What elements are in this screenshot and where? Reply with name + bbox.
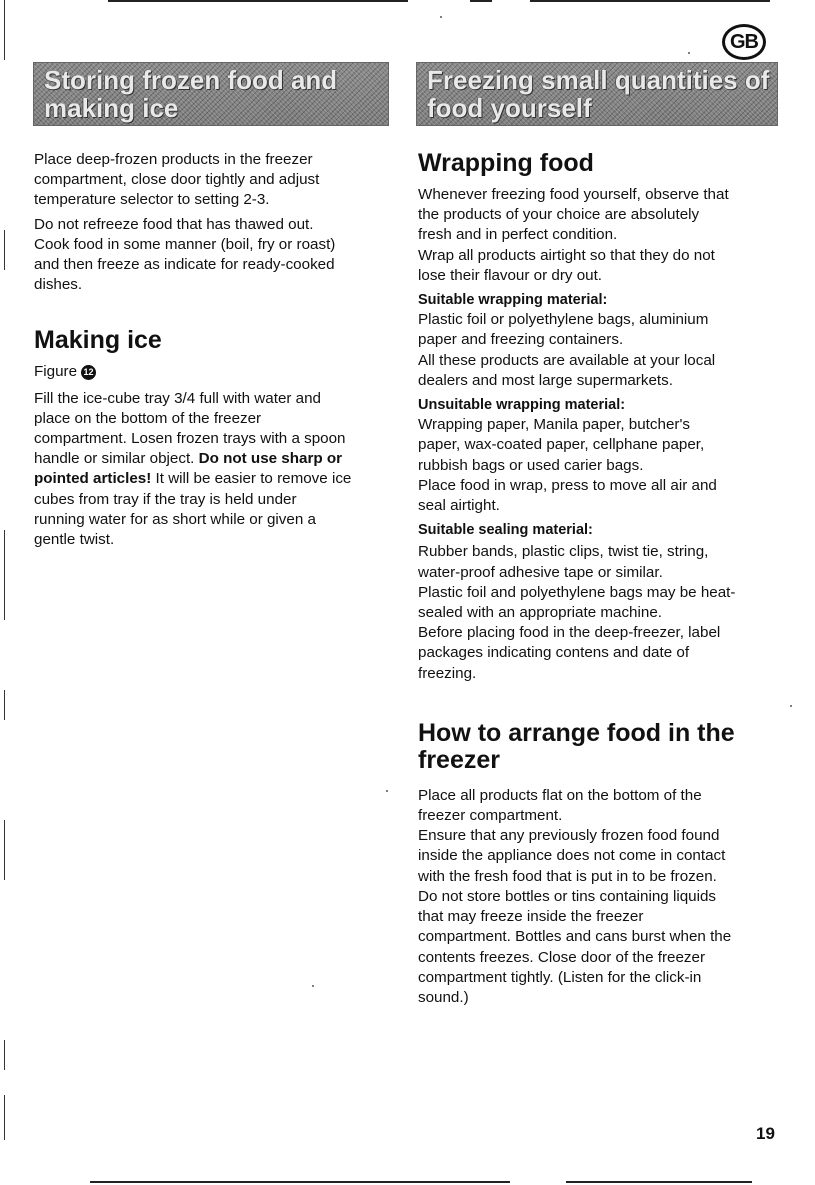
intro-paragraph: [34, 150, 394, 211]
banner-title-line: making ice: [44, 93, 179, 123]
banner-title: [427, 66, 771, 122]
text-line: rubbish bags or used carier bags.: [418, 456, 644, 474]
text-line: [34, 469, 394, 489]
section-heading: [418, 720, 780, 774]
margin-line: [4, 1095, 5, 1140]
margin-line: [4, 690, 5, 720]
top-rule: [108, 0, 408, 2]
text-line: lose their flavour or dry out.: [418, 266, 603, 284]
figure-reference: [34, 362, 96, 382]
sealing-paragraph: [418, 520, 780, 684]
text-line: Place food in wrap, press to move all air and: [418, 476, 717, 494]
text-line: Place deep-frozen products in the freezer: [34, 151, 313, 168]
margin-line: [4, 230, 5, 270]
text-line: and then freeze as indicate for ready-cooked: [34, 256, 335, 274]
subheading-label: Unsuitable wrapping material:: [418, 397, 626, 414]
scan-speck: [386, 790, 388, 792]
making-ice-paragraph: [34, 389, 394, 551]
unsuitable-wrapping-paragraph: [418, 395, 780, 516]
text-segment: It will be easier to remove ice: [151, 470, 352, 488]
text-line: Wrapping paper, Manila paper, butcher's: [418, 416, 690, 434]
top-rule: [470, 0, 492, 2]
scan-speck: [790, 705, 792, 707]
suitable-wrapping-paragraph: [418, 290, 780, 391]
page-number: 19: [756, 1124, 775, 1143]
text-line: cubes from tray if the tray is held under: [34, 490, 297, 508]
text-line: freezer compartment.: [418, 807, 563, 825]
text-line: Cook food in some manner (boil, fry or roast): [34, 235, 336, 253]
intro-paragraph: [34, 215, 394, 296]
heading-line: How to arrange food in the: [418, 718, 735, 747]
text-line: compartment. Bottles and cans burst when the: [418, 928, 732, 946]
subheading-label: Suitable sealing material:: [418, 522, 593, 539]
text-line: Plastic foil or polyethylene bags, aluminium: [418, 311, 709, 329]
subheading-label: Suitable wrapping material:: [418, 292, 608, 309]
section-banner-right: [416, 62, 778, 126]
margin-line: [4, 820, 5, 880]
text-line: sealed with an appropriate machine.: [418, 604, 662, 622]
text-line: fresh and in perfect condition.: [418, 226, 618, 244]
text-line: Place all products flat on the bottom of the: [418, 786, 702, 804]
banner-title: [44, 66, 382, 122]
text-line: Before placing food in the deep-freezer, label: [418, 624, 721, 642]
top-rule: [530, 0, 770, 2]
text-line: Do not refreeze food that has thawed out.: [34, 215, 314, 233]
bottom-rule: [566, 1181, 752, 1183]
text-line: water-proof adhesive tape or similar.: [418, 563, 663, 581]
text-line: with the fresh food that is put in to be frozen.: [418, 867, 717, 885]
margin-line: [4, 530, 5, 620]
arrange-paragraph: [418, 786, 780, 1008]
text-line: the products of your choice are absolutely: [418, 206, 700, 224]
warning-text: Do not use sharp or: [198, 450, 343, 468]
text-line: Fill the ice-cube tray 3/4 full with water and: [34, 389, 322, 407]
figure-label: Figure: [34, 363, 78, 381]
text-line: Do not store bottles or tins containing liquids: [418, 887, 717, 905]
text-line: temperature selector to setting 2-3.: [34, 191, 270, 209]
text-line: Plastic foil and polyethylene bags may be heat-: [418, 583, 736, 601]
section-heading: Wrapping food: [418, 149, 594, 177]
text-line: compartment, close door tightly and adjust: [34, 171, 320, 189]
wrapping-paragraph: [418, 185, 780, 286]
text-line: paper, wax-coated paper, cellphane paper,: [418, 436, 705, 454]
scan-speck: [688, 52, 690, 54]
right-column: [418, 150, 780, 1008]
section-heading: Making ice: [34, 326, 162, 355]
text-line: [34, 449, 394, 469]
text-segment: handle or similar object.: [34, 450, 195, 468]
bottom-rule: [90, 1181, 510, 1183]
scan-speck: [440, 16, 442, 18]
margin-line: [4, 1040, 5, 1070]
text-line: contents freezes. Close door of the freezer: [418, 948, 706, 966]
figure-number-icon: 12: [81, 365, 96, 380]
text-line: gentle twist.: [34, 531, 115, 549]
text-line: packages indicating contens and date of: [418, 644, 690, 662]
text-line: that may freeze inside the freezer: [418, 908, 644, 926]
text-line: compartment tightly. (Listen for the click-in: [418, 968, 702, 986]
scan-speck: [312, 985, 314, 987]
section-banner-left: [33, 62, 389, 126]
text-line: sound.): [418, 988, 469, 1006]
heading-line: freezer: [418, 745, 500, 774]
text-line: All these products are available at your local: [418, 351, 716, 369]
banner-title-line: food yourself: [427, 93, 592, 123]
text-line: paper and freezing containers.: [418, 331, 624, 349]
margin-line: [4, 0, 5, 60]
text-line: inside the appliance does not come in contact: [418, 847, 726, 865]
banner-title-line: Storing frozen food and: [44, 65, 338, 95]
banner-title-line: Freezing small quantities of: [427, 65, 770, 95]
language-badge: GB: [722, 24, 766, 60]
text-line: place on the bottom of the freezer: [34, 409, 262, 427]
text-line: Rubber bands, plastic clips, twist tie, string,: [418, 543, 709, 561]
text-line: compartment. Losen frozen trays with a spoon: [34, 430, 346, 448]
left-column: [34, 150, 394, 550]
text-line: dealers and most large supermarkets.: [418, 371, 673, 389]
warning-text: pointed articles!: [34, 470, 152, 488]
text-line: running water for as short while or given a: [34, 510, 316, 528]
text-line: Whenever freezing food yourself, observe that: [418, 186, 729, 203]
text-line: seal airtight.: [418, 497, 500, 515]
text-line: Wrap all products airtight so that they do not: [418, 246, 715, 264]
text-line: dishes.: [34, 276, 83, 294]
text-line: Ensure that any previously frozen food found: [418, 827, 720, 845]
text-line: freezing.: [418, 664, 477, 682]
